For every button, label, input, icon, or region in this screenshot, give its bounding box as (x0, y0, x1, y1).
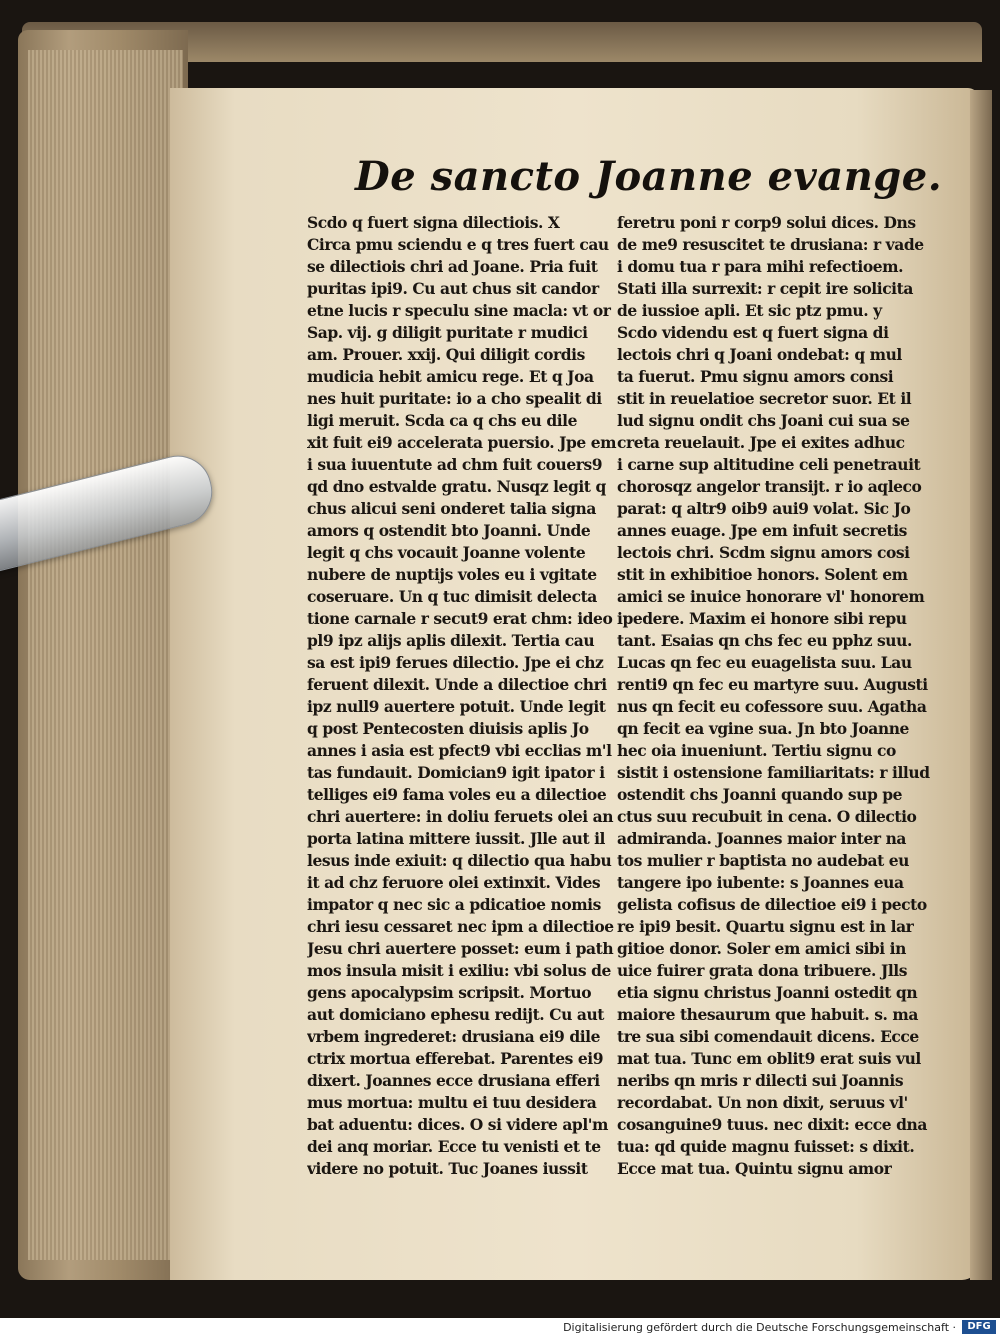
text-line: xit fuit ei9 accelerata puersio. Jpe em (307, 433, 617, 452)
right-column (617, 212, 942, 1180)
dfg-logo: DFG (962, 1320, 996, 1334)
text-line: ctus suu recubuit in cena. O dilectio (617, 807, 917, 826)
text-line: mat tua. Tunc em oblit9 erat suis vul (617, 1049, 921, 1068)
text-line: i domu tua r para mihi refectioem. (617, 257, 904, 276)
text-line: gelista cofisus de dilectioe ei9 i pecto (617, 895, 927, 914)
text-line: nes huit puritate: io a cho spealit di (307, 389, 602, 408)
text-line: feretru poni r corp9 solui dices. Dns (617, 213, 916, 232)
text-line: etne lucis r speculu sine macla: vt or (307, 301, 611, 320)
text-line: tione carnale r secut9 erat chm: ideo (307, 609, 613, 628)
text-line: uice fuirer grata dona tribuere. Jlls (617, 961, 907, 980)
text-line: tangere ipo iubente: s Joannes eua (617, 873, 904, 892)
page-right-edge (970, 90, 992, 1280)
text-line: videre no potuit. Tuc Joanes iussit (307, 1159, 588, 1178)
text-line: dixert. Joannes ecce drusiana efferi (307, 1071, 600, 1090)
text-line: chri auertere: in doliu feruets olei an (307, 807, 614, 826)
text-line: Sap. vij. g diligit puritate r mudici (307, 323, 588, 342)
text-line: chri iesu cessaret nec ipm a dilectioe (307, 917, 614, 936)
text-line: mudicia hebit amicu rege. Et q Joa (307, 367, 594, 386)
text-line: etia signu christus Joanni ostedit qn (617, 983, 918, 1002)
text-line: annes i asia est pfect9 vbi ecclias m'l (307, 741, 612, 760)
text-line: nus qn fecit eu cofessore suu. Agatha (617, 697, 927, 716)
text-line: porta latina mittere iussit. Jlle aut il (307, 829, 605, 848)
text-line: annes euage. Jpe em infuit secretis (617, 521, 907, 540)
text-line: lesus inde exiuit: q dilectio qua habu (307, 851, 612, 870)
text-line: ipedere. Maxim ei honore sibi repu (617, 609, 907, 628)
text-line: ta fuerut. Pmu signu amors consi (617, 367, 894, 386)
text-line: telliges ei9 fama voles eu a dilectioe (307, 785, 607, 804)
text-line: stit in exhibitioe honors. Solent em (617, 565, 908, 584)
text-line: aut domiciano ephesu redijt. Cu aut (307, 1005, 604, 1024)
text-line: renti9 qn fec eu martyre suu. Augusti (617, 675, 928, 694)
text-line: it ad chz feruore olei extinxit. Vides (307, 873, 601, 892)
text-line: sistit i ostensione familiaritats: r illud (617, 763, 930, 782)
text-line: de iussioe apli. Et sic ptz pmu. y (617, 301, 882, 320)
text-line: nubere de nuptijs voles eu i vgitate (307, 565, 597, 584)
text-line: Jesu chri auertere posset: eum i path (307, 939, 614, 958)
text-line: puritas ipi9. Cu aut chus sit candor (307, 279, 599, 298)
text-line: tre sua sibi comendauit dicens. Ecce (617, 1027, 919, 1046)
text-line: maiore thesaurum que habuit. s. ma (617, 1005, 918, 1024)
text-line: Lucas qn fec eu euagelista suu. Lau (617, 653, 912, 672)
text-line: Stati illa surrexit: r cepit ire solicita (617, 279, 913, 298)
text-line: tos mulier r baptista no audebat eu (617, 851, 909, 870)
text-line: impator q nec sic a pdicatioe nomis (307, 895, 601, 914)
text-line: Ecce mat tua. Quintu signu amor (617, 1159, 892, 1178)
page-edges (28, 50, 183, 1260)
text-line: chus alicui seni onderet talia signa (307, 499, 596, 518)
text-line: de me9 resuscitet te drusiana: r vade (617, 235, 924, 254)
text-line: ipz null9 auertere potuit. Unde legit (307, 697, 606, 716)
text-line: se dilectiois chri ad Joane. Pria fuit (307, 257, 598, 276)
text-line: bat aduentu: dices. O si videre apl'm (307, 1115, 609, 1134)
text-line: feruent dilexit. Unde a dilectioe chri (307, 675, 607, 694)
text-line: i carne sup altitudine celi penetrauit (617, 455, 921, 474)
text-line: Circa pmu sciendu e q tres fuert cau (307, 235, 609, 254)
text-line: q post Pentecosten diuisis aplis Jo (307, 719, 589, 738)
text-line: sa est ipi9 ferues dilectio. Jpe ei chz (307, 653, 604, 672)
text-line: lud signu ondit chs Joani cui sua se (617, 411, 910, 430)
text-line: amors q ostendit bto Joanni. Unde (307, 521, 591, 540)
text-line: amici se inuice honorare vl' honorem (617, 587, 925, 606)
text-line: qn fecit ea vgine sua. Jn bto Joanne (617, 719, 909, 738)
text-line: ostendit chs Joanni quando sup pe (617, 785, 903, 804)
text-line: Scdo q fuert signa dilectiois. X (307, 213, 560, 232)
text-line: lectois chri. Scdm signu amors cosi (617, 543, 910, 562)
text-line: creta reuelauit. Jpe ei exites adhuc (617, 433, 905, 452)
text-line: chorosqz angelor transijt. r io aqleco (617, 477, 922, 496)
text-line: legit q chs vocauit Joanne volente (307, 543, 586, 562)
text-line: re ipi9 besit. Quartu signu est in lar (617, 917, 914, 936)
text-line: i sua iuuentute ad chm fuit couers9 (307, 455, 603, 474)
text-line: coseruare. Un q tuc dimisit delecta (307, 587, 597, 606)
text-line: pl9 ipz alijs aplis dilexit. Tertia cau (307, 631, 595, 650)
footer (0, 1318, 1000, 1337)
footer-credit: Digitalisierung gefördert durch die Deutsche Forschungsgemeinschaft · (563, 1321, 956, 1334)
text-line: ctrix mortua efferebat. Parentes ei9 (307, 1049, 604, 1068)
text-line: neribs qn mris r dilecti sui Joannis (617, 1071, 904, 1090)
text-line: gitioe donor. Soler em amici sibi in (617, 939, 906, 958)
text-line: parat: q altr9 oib9 aui9 volat. Sic Jo (617, 499, 911, 518)
text-line: tas fundauit. Domician9 igit ipator i (307, 763, 605, 782)
text-line: stit in reuelatioe secretor suor. Et il (617, 389, 912, 408)
text-line: mos insula misit i exiliu: vbi solus de (307, 961, 611, 980)
text-line: am. Prouer. xxij. Qui diligit cordis (307, 345, 585, 364)
text-line: hec oia inueniunt. Tertiu signu co (617, 741, 896, 760)
text-line: dei anq moriar. Ecce tu venisti et te (307, 1137, 601, 1156)
text-line: admiranda. Joannes maior inter na (617, 829, 906, 848)
text-line: lectois chri q Joani ondebat: q mul (617, 345, 902, 364)
text-line: gens apocalypsim scripsit. Mortuo (307, 983, 592, 1002)
text-line: mus mortua: multu ei tuu desidera (307, 1093, 597, 1112)
text-line: tua: qd quide magnu fuisset: s dixit. (617, 1137, 915, 1156)
text-line: tant. Esaias qn chs fec eu pphz suu. (617, 631, 912, 650)
text-line: Scdo videndu est q fuert signa di (617, 323, 889, 342)
text-line: qd dno estvalde gratu. Nusqz legit q (307, 477, 606, 496)
text-line: ligi meruit. Scda ca q chs eu dile (307, 411, 577, 430)
text-line: vrbem ingrederet: drusiana ei9 dile (307, 1027, 600, 1046)
page-title: De sancto Joanne evange. (355, 153, 943, 200)
text-line: recordabat. Un non dixit, seruus vl' (617, 1093, 908, 1112)
left-column (307, 212, 622, 1180)
text-line: cosanguine9 tuus. nec dixit: ecce dna (617, 1115, 927, 1134)
